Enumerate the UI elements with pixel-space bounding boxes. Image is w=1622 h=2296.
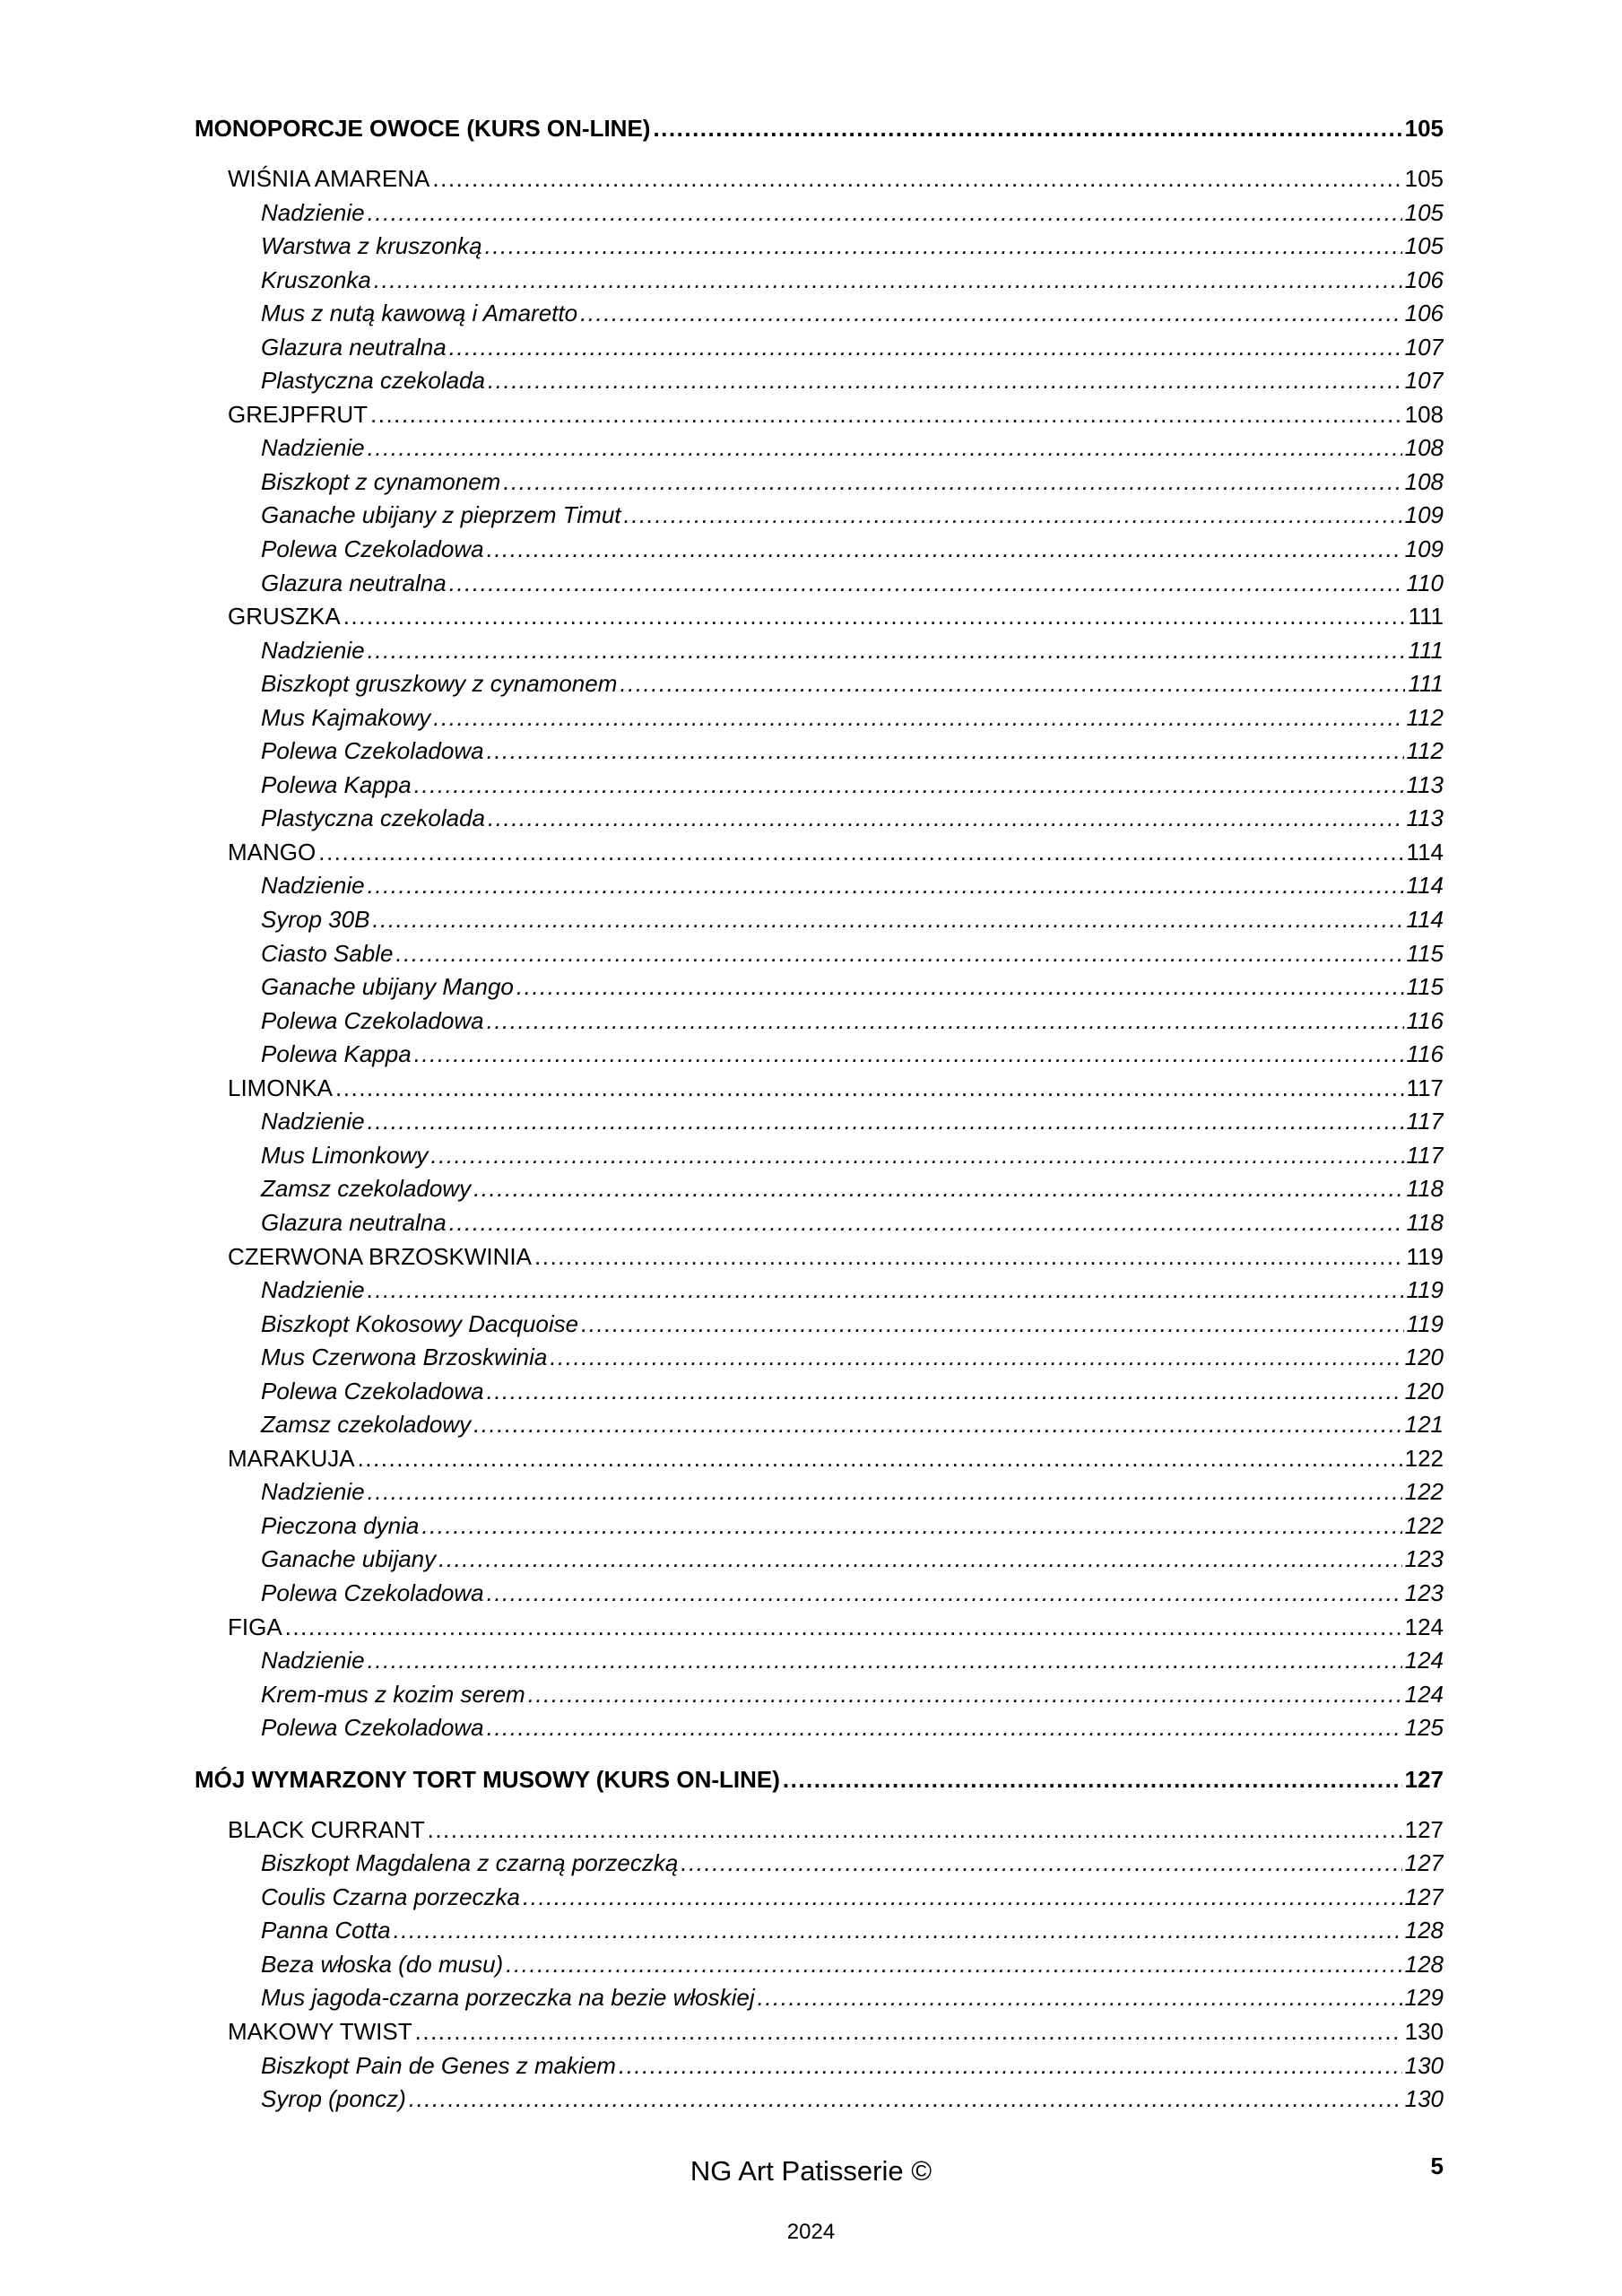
toc-entry-page: 118 [1406, 1175, 1444, 1203]
dot-leader [473, 1408, 1402, 1442]
dot-leader [487, 533, 1402, 567]
toc-entry-page: 108 [1404, 400, 1444, 428]
toc-entry-page: 107 [1404, 333, 1444, 361]
toc-subentry[interactable] [195, 903, 1444, 937]
toc-subentry[interactable] [195, 1678, 1444, 1712]
toc-entry-page: 117 [1406, 1141, 1444, 1169]
toc-entry-page: 127 [1404, 1849, 1444, 1877]
toc-subentry[interactable] [195, 533, 1444, 567]
toc-entry-label: MANGO [228, 838, 317, 865]
toc-entry-page: 105 [1404, 165, 1444, 192]
toc-subentry[interactable] [195, 634, 1444, 668]
toc-entry-page: 118 [1406, 1208, 1444, 1236]
toc-subentry[interactable] [195, 264, 1444, 298]
toc-entry-page: 112 [1406, 737, 1444, 765]
toc-entry-page: 105 [1404, 115, 1444, 142]
toc-subentry[interactable] [195, 1948, 1444, 1982]
dot-leader [487, 1375, 1402, 1409]
dot-leader [550, 1341, 1401, 1375]
toc-chapter-entry[interactable] [195, 398, 1444, 432]
toc-subentry[interactable] [195, 1577, 1444, 1611]
dot-leader [487, 735, 1404, 769]
toc-subentry[interactable] [195, 1139, 1444, 1173]
toc-subentry[interactable] [195, 802, 1444, 836]
toc-subentry[interactable] [195, 465, 1444, 500]
toc-entry-label: LIMONKA [228, 1074, 334, 1101]
toc-entry-page: 113 [1406, 770, 1444, 798]
toc-entry-page: 122 [1404, 1478, 1444, 1506]
dot-leader [368, 1105, 1404, 1139]
toc-entry-label: Polewa Czekoladowa [261, 1377, 484, 1405]
dot-leader [432, 162, 1401, 196]
dot-leader [488, 802, 1404, 836]
toc-entry-page: 128 [1404, 1950, 1444, 1978]
toc-subentry[interactable] [195, 735, 1444, 769]
dot-leader [368, 634, 1406, 668]
dot-leader [414, 769, 1404, 803]
footer-title: NG Art Patisserie © [690, 2155, 932, 2187]
dot-leader [516, 970, 1404, 1004]
toc-entry-page: 106 [1404, 300, 1444, 327]
toc-chapter-entry[interactable] [195, 162, 1444, 196]
dot-leader [414, 1038, 1404, 1072]
dot-leader [503, 465, 1401, 500]
toc-entry-label: Nadzienie [261, 1276, 365, 1304]
toc-entry-page: 124 [1404, 1647, 1444, 1674]
toc-subentry[interactable] [195, 701, 1444, 735]
toc-entry-label: Biszkopt gruszkowy z cynamonem [261, 670, 618, 698]
dot-leader [370, 398, 1402, 432]
toc-entry-label: Biszkopt Magdalena z czarną porzeczką [261, 1849, 679, 1877]
toc-entry-page: 114 [1406, 906, 1444, 934]
toc-subentry[interactable] [195, 1981, 1444, 2015]
toc-subentry[interactable] [195, 1711, 1444, 1745]
toc-chapter-entry[interactable] [195, 1072, 1444, 1106]
dot-leader [473, 1172, 1403, 1206]
toc-entry-page: 107 [1404, 367, 1444, 395]
dot-leader [368, 1475, 1402, 1509]
dot-leader [653, 110, 1401, 146]
toc-entry-page: 116 [1406, 1006, 1444, 1034]
toc-subentry[interactable] [195, 1004, 1444, 1039]
toc-entry-label: Glazura neutralna [261, 569, 447, 596]
dot-leader [487, 1004, 1404, 1039]
toc-entry-label: Polewa Czekoladowa [261, 1006, 484, 1034]
toc-entry-label: WIŚNIA AMARENA [228, 165, 430, 192]
toc-entry-label: Coulis Czarna porzeczka [261, 1883, 521, 1910]
toc-entry-page: 114 [1406, 838, 1444, 865]
toc-entry-label: FIGA [228, 1613, 282, 1640]
toc-entry-page: 109 [1404, 535, 1444, 563]
toc-entry-page: 113 [1406, 804, 1444, 832]
toc-entry-label: Plastyczna czekolada [261, 804, 486, 832]
toc-entry-label: Mus jagoda-czarna porzeczka na bezie włoskiej [261, 1984, 755, 2012]
toc-entry-label: Mus z nutą kawową i Amaretto [261, 300, 578, 327]
toc-entry-page: 111 [1408, 670, 1444, 698]
dot-leader [528, 1678, 1402, 1712]
toc-entry-page: 119 [1406, 1309, 1444, 1337]
toc-entry-label: Polewa Czekoladowa [261, 535, 484, 563]
toc-entry-page: 119 [1406, 1242, 1444, 1270]
toc-entry-label: Krem-mus z kozim serem [261, 1680, 525, 1708]
toc-subentry[interactable] [195, 431, 1444, 465]
toc-entry-label: Ganache ubijany [261, 1545, 437, 1573]
toc-section-heading[interactable] [195, 110, 1444, 146]
toc-entry-page: 128 [1404, 1917, 1444, 1944]
toc-subentry[interactable] [195, 1341, 1444, 1375]
toc-subentry[interactable] [195, 2049, 1444, 2083]
dot-leader [624, 499, 1402, 533]
dot-leader [428, 1813, 1402, 1848]
toc-entry-page: 119 [1406, 1276, 1444, 1304]
toc-entry-label: Syrop (poncz) [261, 2085, 406, 2113]
toc-entry-page: 123 [1404, 1578, 1444, 1606]
dot-leader [430, 1139, 1403, 1173]
toc-entry-label: Ciasto Sable [261, 939, 394, 967]
dot-leader [758, 1981, 1402, 2015]
dot-leader [343, 600, 1406, 634]
toc-entry-page: 124 [1404, 1613, 1444, 1640]
toc-subentry[interactable] [195, 1105, 1444, 1139]
toc-subentry[interactable] [195, 1038, 1444, 1072]
dot-leader [485, 230, 1402, 264]
dot-leader [285, 1611, 1402, 1645]
toc-entry-label: Beza włoska (do musu) [261, 1950, 504, 1978]
dot-leader [368, 1274, 1404, 1308]
toc-subentry[interactable] [195, 364, 1444, 398]
dot-leader [368, 196, 1402, 230]
toc-entry-label: Mus Czerwona Brzoskwinia [261, 1344, 548, 1371]
dot-leader [619, 2049, 1402, 2083]
toc-subentry[interactable] [195, 1881, 1444, 1915]
toc-entry-label: Ganache ubijany Mango [261, 973, 514, 1001]
toc-entry-label: Nadzienie [261, 1108, 365, 1135]
toc-section-heading[interactable] [195, 1761, 1444, 1797]
toc-entry-page: 120 [1404, 1377, 1444, 1405]
toc-entry-page: 111 [1408, 636, 1444, 664]
toc-entry-page: 127 [1404, 1883, 1444, 1910]
toc-entry-page: 117 [1406, 1074, 1444, 1101]
toc-entry-label: Zamsz czekoladowy [261, 1175, 472, 1203]
toc-entry-label: Polewa Kappa [261, 770, 412, 798]
toc-subentry[interactable] [195, 1274, 1444, 1308]
toc-entry-page: 105 [1404, 232, 1444, 260]
dot-leader [368, 1644, 1402, 1678]
toc-entry-page: 124 [1404, 1680, 1444, 1708]
toc-subentry[interactable] [195, 1509, 1444, 1544]
dot-leader [335, 1072, 1404, 1106]
toc-entry-page: 130 [1404, 2051, 1444, 2079]
dot-leader [449, 567, 1404, 601]
toc-entry-page: 130 [1404, 2085, 1444, 2113]
dot-leader [487, 1711, 1402, 1745]
toc-entry-label: GREJPFRUT [228, 400, 368, 428]
toc-entry-label: Glazura neutralna [261, 1208, 447, 1236]
toc-entry-page: 111 [1408, 603, 1444, 631]
dot-leader [438, 1543, 1401, 1577]
toc-entry-label: MARAKUJA [228, 1444, 355, 1472]
toc-chapter-entry[interactable] [195, 1611, 1444, 1645]
dot-leader [783, 1761, 1402, 1797]
dot-leader [374, 264, 1402, 298]
toc-entry-page: 112 [1406, 703, 1444, 731]
toc-subentry[interactable] [195, 1206, 1444, 1240]
toc-subentry[interactable] [195, 1408, 1444, 1442]
toc-chapter-entry[interactable] [195, 1813, 1444, 1848]
toc-entry-label: BLACK CURRANT [228, 1815, 425, 1843]
toc-entry-page: 122 [1404, 1444, 1444, 1472]
toc-entry-label: Nadzienie [261, 636, 365, 664]
toc-entry-label: Polewa Czekoladowa [261, 1714, 484, 1742]
toc-subentry[interactable] [195, 196, 1444, 230]
page-number: 5 [1430, 2152, 1444, 2179]
dot-leader [581, 1308, 1403, 1342]
dot-leader [318, 836, 1403, 870]
toc-subentry[interactable] [195, 769, 1444, 803]
toc-entry-page: 127 [1404, 1765, 1444, 1793]
toc-entry-label: Syrop 30B [261, 906, 370, 934]
toc-entry-page: 105 [1404, 198, 1444, 226]
dot-leader [395, 937, 1403, 971]
toc-subentry[interactable] [195, 1847, 1444, 1881]
toc-entry-page: 127 [1404, 1815, 1444, 1843]
toc-entry-label: Glazura neutralna [261, 333, 447, 361]
dot-leader [372, 903, 1403, 937]
toc-entry-page: 120 [1404, 1344, 1444, 1371]
toc-entry-page: 108 [1404, 467, 1444, 495]
toc-entry-page: 115 [1406, 939, 1444, 967]
dot-leader [415, 2015, 1402, 2049]
toc-entry-page: 125 [1404, 1714, 1444, 1742]
toc-entry-label: MONOPORCJE OWOCE (KURS ON-LINE) [195, 115, 651, 142]
toc-entry-label: Zamsz czekoladowy [261, 1411, 472, 1439]
toc-entry-label: Nadzienie [261, 198, 365, 226]
toc-entry-page: 121 [1404, 1411, 1444, 1439]
dot-leader [620, 667, 1405, 701]
toc-entry-label: Panna Cotta [261, 1917, 391, 1944]
toc-entry-label: Plastyczna czekolada [261, 367, 486, 395]
dot-leader [681, 1847, 1401, 1881]
toc-entry-label: Nadzienie [261, 872, 365, 900]
dot-leader [580, 297, 1402, 331]
dot-leader [409, 2083, 1402, 2117]
toc-subentry[interactable] [195, 2083, 1444, 2117]
toc-entry-label: Biszkopt z cynamonem [261, 467, 501, 495]
toc-entry-label: Nadzienie [261, 434, 365, 462]
toc-entry-page: 106 [1404, 265, 1444, 293]
toc-entry-label: Nadzienie [261, 1647, 365, 1674]
dot-leader [523, 1881, 1402, 1915]
toc-entry-label: Polewa Czekoladowa [261, 1578, 484, 1606]
toc-subentry[interactable] [195, 1543, 1444, 1577]
toc-entry-page: 110 [1406, 569, 1444, 596]
dot-leader [488, 364, 1402, 398]
dot-leader [358, 1442, 1402, 1476]
toc-chapter-entry[interactable] [195, 836, 1444, 870]
toc-entry-label: Ganache ubijany z pieprzem Timut [261, 501, 621, 529]
toc-entry-page: 117 [1406, 1108, 1444, 1135]
dot-leader [368, 869, 1404, 903]
toc-subentry[interactable] [195, 1914, 1444, 1948]
toc-entry-label: Warstwa z kruszonką [261, 232, 482, 260]
toc-entry-label: Mus Kajmakowy [261, 703, 431, 731]
toc-entry-label: Pieczona dynia [261, 1511, 420, 1539]
toc-entry-page: 114 [1406, 872, 1444, 900]
toc-chapter-entry[interactable] [195, 2015, 1444, 2049]
dot-leader [421, 1509, 1401, 1544]
toc-subentry[interactable] [195, 230, 1444, 264]
toc-subentry[interactable] [195, 1375, 1444, 1409]
toc-entry-label: CZERWONA BRZOSKWINIA [228, 1242, 532, 1270]
toc-entry-page: 116 [1406, 1040, 1444, 1068]
dot-leader [534, 1240, 1404, 1274]
toc-chapter-entry[interactable] [195, 600, 1444, 634]
dot-leader [433, 701, 1403, 735]
toc-chapter-entry[interactable] [195, 1442, 1444, 1476]
toc-entry-label: MÓJ WYMARZONY TORT MUSOWY (KURS ON-LINE) [195, 1765, 780, 1793]
toc-subentry[interactable] [195, 970, 1444, 1004]
toc-entry-label: GRUSZKA [228, 603, 341, 631]
toc-chapter-entry[interactable] [195, 1240, 1444, 1274]
toc-subentry[interactable] [195, 1644, 1444, 1678]
toc-entry-label: Polewa Kappa [261, 1040, 412, 1068]
toc-entry-label: Polewa Czekoladowa [261, 737, 484, 765]
toc-entry-page: 123 [1404, 1545, 1444, 1573]
toc-subentry[interactable] [195, 869, 1444, 903]
toc-entry-label: Mus Limonkowy [261, 1141, 429, 1169]
dot-leader [449, 331, 1402, 365]
toc-subentry[interactable] [195, 1172, 1444, 1206]
toc-entry-page: 129 [1404, 1984, 1444, 2012]
footer-year: 2024 [786, 2220, 836, 2244]
toc-subentry[interactable] [195, 1475, 1444, 1509]
toc-entry-page: 130 [1404, 2017, 1444, 2045]
toc-subentry[interactable] [195, 331, 1444, 365]
toc-entry-label: Biszkopt Kokosowy Dacquoise [261, 1309, 579, 1337]
table-of-contents [195, 110, 1444, 2117]
toc-entry-page: 109 [1404, 501, 1444, 529]
dot-leader [506, 1948, 1401, 1982]
toc-entry-page: 115 [1406, 973, 1444, 1001]
toc-subentry[interactable] [195, 1308, 1444, 1342]
dot-leader [368, 431, 1402, 465]
toc-entry-label: MAKOWY TWIST [228, 2017, 412, 2045]
toc-subentry[interactable] [195, 499, 1444, 533]
dot-leader [394, 1914, 1402, 1948]
toc-entry-page: 122 [1404, 1511, 1444, 1539]
toc-entry-label: Kruszonka [261, 265, 371, 293]
toc-entry-label: Biszkopt Pain de Genes z makiem [261, 2051, 616, 2079]
toc-subentry[interactable] [195, 297, 1444, 331]
toc-subentry[interactable] [195, 937, 1444, 971]
dot-leader [449, 1206, 1404, 1240]
toc-subentry[interactable] [195, 567, 1444, 601]
toc-entry-page: 108 [1404, 434, 1444, 462]
toc-subentry[interactable] [195, 667, 1444, 701]
dot-leader [487, 1577, 1402, 1611]
toc-entry-label: Nadzienie [261, 1478, 365, 1506]
